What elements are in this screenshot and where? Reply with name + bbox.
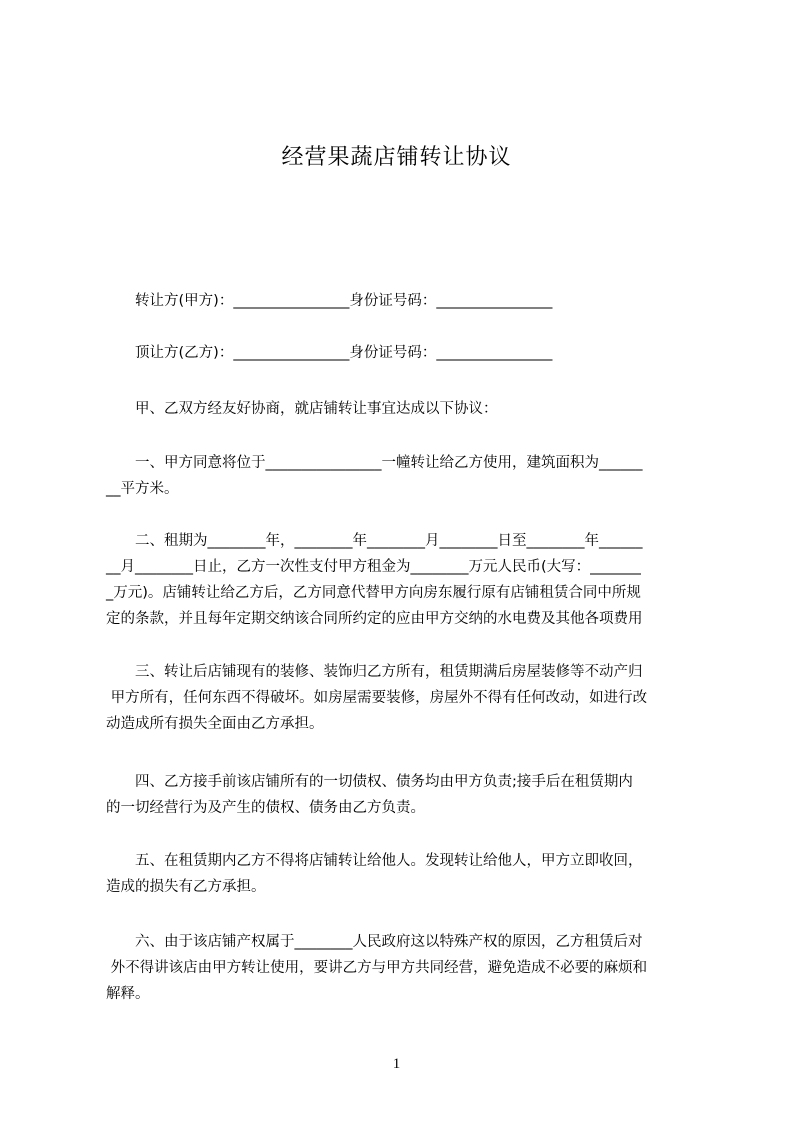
clause-line: __平方米。 [106,481,179,497]
page-number: 1 [392,1056,401,1072]
clause-line: __月________日止，乙方一次性支付甲方租金为________万元人民币(大写：_______ [106,559,641,575]
clause-line: 五、在租赁期内乙方不得将店铺转让给他人。发现转让给他人，甲方立即收回， [106,853,643,869]
clause-line: _万元)。店铺转让给乙方后，乙方同意代替甲方向房东履行原有店铺租赁合同中所规 [106,585,641,601]
party-a-line: 转让方(甲方)：________________身份证号码：________________ [106,293,553,309]
clause-line: 甲方所有，任何东西不得破坏。如房屋需要装修，房屋外不得有任何改动，如进行改 [106,690,648,706]
clause-line: 的一切经营行为及产生的债权、债务由乙方负责。 [106,800,425,816]
clause-line: 六、由于该店铺产权属于________人民政府这以特殊产权的原因，乙方租赁后对 [106,934,643,950]
clause-line: 定的条款，并且每年定期交纳该合同所约定的应由甲方交纳的水电费及其他各项费用 [106,611,643,627]
clause-line: 造成的损失有乙方承担。 [106,879,266,895]
clause-line: 一、甲方同意将位于________________一幢转让给乙方使用，建筑面积为______ [106,455,643,471]
clause-line: 外不得讲该店由甲方转让使用，要讲乙方与甲方共同经营，避免造成不必要的麻烦和 [106,960,648,976]
clause-line: 动造成所有损失全面由乙方承担。 [106,716,324,732]
intro-paragraph: 甲、乙双方经友好协商，就店铺转让事宜达成以下协议： [106,401,498,417]
clause-line: 三、转让后店铺现有的装修、装饰归乙方所有，租赁期满后房屋装修等不动产归 [106,664,643,680]
party-b-line: 顶让方(乙方)：________________身份证号码：________________ [106,345,553,361]
clause-line: 解释。 [106,986,150,1002]
clause-line: 二、租期为________年，________年________月________日至________年______ [106,533,643,549]
document-title: 经营果蔬店铺转让协议 [281,145,512,170]
clause-line: 四、乙方接手前该店铺所有的一切债权、债务均由甲方负责;接手后在租赁期内 [106,774,633,790]
